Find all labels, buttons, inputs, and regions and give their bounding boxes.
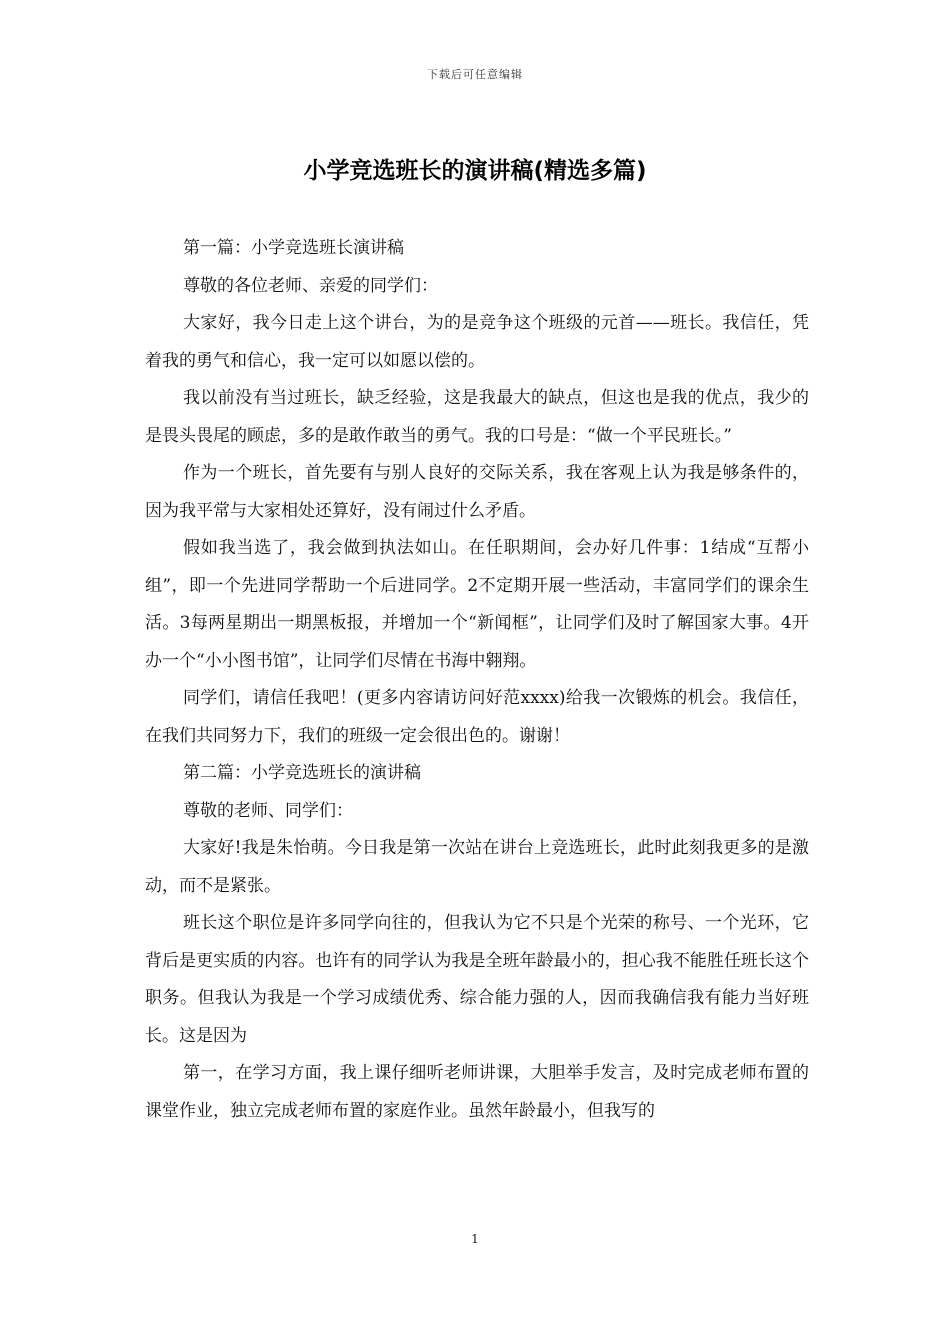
- paragraph: 作为一个班长，首先要有与别人良好的交际关系，我在客观上认为我是够条件的，因为我平常与大家相处还算好，没有闹过什么矛盾。: [145, 463, 809, 521]
- salutation-1: 尊敬的各位老师、亲爱的同学们：: [183, 275, 438, 296]
- paragraph: 同学们，请信任我吧！(更多内容请访问好范xxxx)给我一次锻炼的机会。我信任，在我们共同努力下，我们的班级一定会很出色的。谢谢！: [145, 688, 809, 746]
- document-title: 小学竞选班长的演讲稿(精选多篇): [303, 158, 647, 184]
- paragraph: 班长这个职位是许多同学向往的，但我认为它不只是个光荣的称号、一个光环，它背后是更实质的内容。也许有的同学认为我是全班年龄最小的，担心我不能胜任班长这个职务。但我认为我是一个学习成绩优秀、综合能力强的人，因而我确信我有能力当好班长。这是因为: [145, 913, 809, 1046]
- section-heading-1: 第一篇：小学竞选班长演讲稿: [183, 238, 404, 258]
- paragraph: 大家好，我今日走上这个讲台，为的是竞争这个班级的元首——班长。我信任，凭着我的勇气和信心，我一定可以如愿以偿的。: [145, 313, 809, 371]
- page-header-note: 下载后可任意编辑: [427, 68, 523, 81]
- document-body: [145, 230, 809, 1130]
- paragraph: 大家好!我是朱怡萌。今日我是第一次站在讲台上竞选班长，此时此刻我更多的是激动，而不是紧张。: [145, 838, 809, 896]
- page-number: 1: [471, 1232, 479, 1246]
- paragraph: 我以前没有当过班长，缺乏经验，这是我最大的缺点，但这也是我的优点，我少的是畏头畏尾的顾虑，多的是敢作敢当的勇气。我的口号是：“做一个平民班长。”: [145, 388, 809, 446]
- salutation-2: 尊敬的老师、同学们：: [183, 800, 353, 821]
- paragraph: 假如我当选了，我会做到执法如山。在任职期间，会办好几件事：1结成“互帮小组”，即一个先进同学帮助一个后进同学。2不定期开展一些活动，丰富同学们的课余生活。3每两星期出一期黑板报，并增加一个“新闻框”，让同学们及时了解国家大事。4开办一个“小小图书馆”，让同学们尽情在书海中翱翔。: [145, 538, 809, 671]
- paragraph: 第一，在学习方面，我上课仔细听老师讲课，大胆举手发言，及时完成老师布置的课堂作业，独立完成老师布置的家庭作业。虽然年龄最小，但我写的: [145, 1063, 809, 1121]
- section-heading-2: 第二篇：小学竞选班长的演讲稿: [183, 763, 421, 783]
